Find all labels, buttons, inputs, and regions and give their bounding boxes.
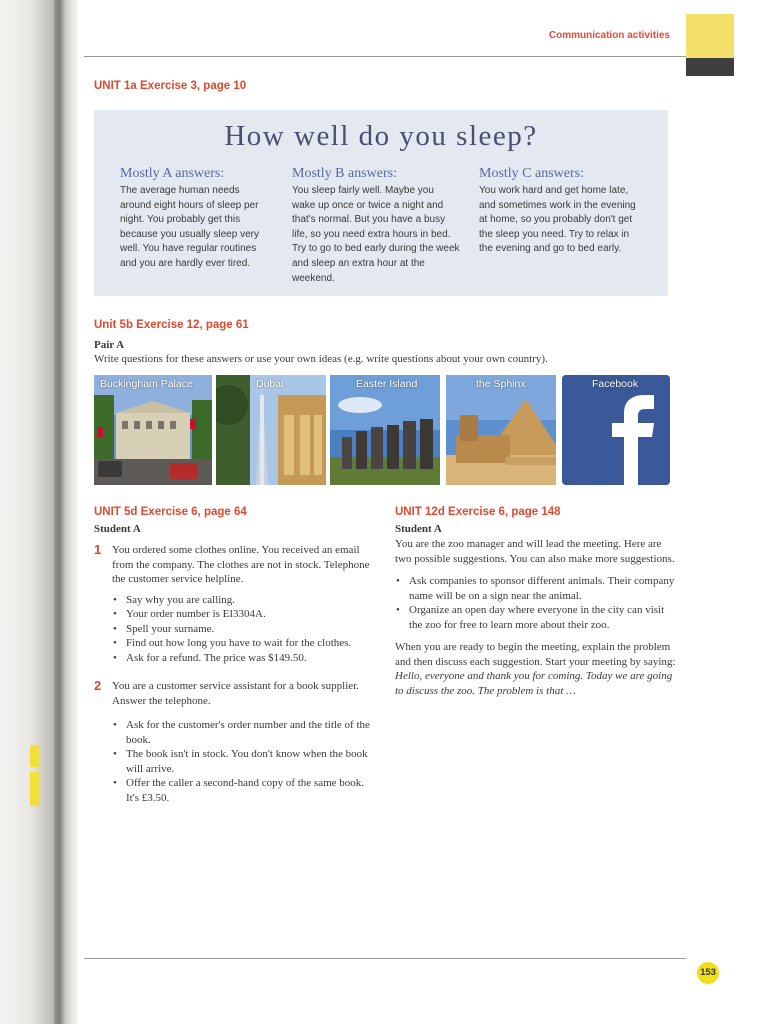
bullet-item: • Offer the caller a second-hand copy of the same book. It's £3.50. xyxy=(112,776,374,805)
closing-instruction: When you are ready to begin the meeting, explain the problem and then discuss each suggestion. Start your meeting by saying: xyxy=(395,641,676,668)
closing-text xyxy=(395,640,677,698)
facebook-logo-icon xyxy=(562,375,670,485)
sleep-quiz-box xyxy=(94,110,668,296)
quiz-title: How well do you sleep? xyxy=(224,120,538,152)
photo-caption: Buckingham Palace xyxy=(100,378,193,390)
task-number: 1 xyxy=(94,542,102,557)
bullet-item: • Say why you are calling. xyxy=(112,593,374,608)
answer-block-b xyxy=(292,166,460,286)
running-head: Communication activities xyxy=(548,30,670,41)
footer-rule xyxy=(84,958,686,959)
page-number-badge: 153 xyxy=(697,962,719,984)
bullet-item: • Ask companies to sponsor different animals. Their company name will be on a sign near the animal. xyxy=(395,574,677,603)
answer-block-a xyxy=(120,166,270,272)
answer-text: You sleep fairly well. Maybe you wake up once or twice a night and that's normal. But you have a busy life, so you need extra hours in bed. Try to go to bed early during the week and sleep an extra hour at the weekend. xyxy=(292,185,460,284)
answer-title: Mostly B answers: xyxy=(292,166,397,181)
photo-caption: Dubai xyxy=(256,378,284,390)
answer-text: You work hard and get home late, and sometimes work in the evening at home, so you probably don't get the sleep you need. Try to relax in the evening and go to bed early. xyxy=(479,185,636,255)
book-spine-shadow xyxy=(0,0,78,1024)
unit5d-column xyxy=(94,506,374,805)
answer-title: Mostly A answers: xyxy=(120,166,225,181)
photo-easter-island xyxy=(330,375,440,485)
student-label: Student A xyxy=(395,523,442,535)
book-spine-gutter xyxy=(54,0,64,1024)
bullet-item: • The book isn't in stock. You don't know when the book will arrive. xyxy=(112,747,374,776)
task-text: You ordered some clothes online. You received an email from the company. The clothes are not in stock. Telephone the customer service helpline. xyxy=(112,544,370,585)
bullet-item: • Spell your surname. xyxy=(112,622,374,637)
buckingham-palace-image xyxy=(94,375,212,485)
photo-dubai xyxy=(216,375,326,485)
instruction-text: Write questions for these answers or use your own ideas (e.g. write questions about your own country). xyxy=(94,353,548,365)
bullet-item: • Ask for the customer's order number and the title of the book. xyxy=(112,718,374,747)
easter-island-image xyxy=(330,375,440,485)
student-label: Student A xyxy=(94,523,141,535)
dubai-image xyxy=(216,375,326,485)
corner-color-block xyxy=(686,14,734,58)
task-text: You are a customer service assistant for a book supplier. Answer the telephone. xyxy=(112,680,359,707)
task-number: 2 xyxy=(94,678,102,693)
closing-quote: Hello, everyone and thank you for coming. Today we are going to discuss the zoo. The problem is that … xyxy=(395,670,673,697)
photo-facebook xyxy=(562,375,670,485)
bullet-item: • Ask for a refund. The price was $149.50. xyxy=(112,651,374,666)
answer-title: Mostly C answers: xyxy=(479,166,584,181)
photo-caption: Easter Island xyxy=(356,378,418,390)
answer-text: The average human needs around eight hours of sleep per night. You probably get this because you usually sleep very well. You have regular routines and you are hardly ever tired. xyxy=(120,185,259,269)
sphinx-image xyxy=(446,375,556,485)
intro-text: You are the zoo manager and will lead the meeting. Here are two possible suggestions. You can also make more suggestions. xyxy=(395,538,675,565)
corner-dark-block xyxy=(686,58,734,76)
spine-tab-marker xyxy=(30,772,40,806)
unit5b-heading: Unit 5b Exercise 12, page 61 xyxy=(94,319,249,331)
photo-caption: the Sphinx xyxy=(476,378,526,390)
photo-buckingham-palace xyxy=(94,375,212,485)
header-rule xyxy=(84,56,686,57)
bullet-item: • Organize an open day where everyone in the city can visit the zoo for free to learn more about their zoo. xyxy=(395,603,677,632)
photo-caption: Facebook xyxy=(592,378,639,390)
unit1a-heading: UNIT 1a Exercise 3, page 10 xyxy=(94,80,247,92)
photo-sphinx xyxy=(446,375,556,485)
task-bullets xyxy=(112,718,374,805)
spine-tab-marker xyxy=(30,745,40,767)
unit5d-heading: UNIT 5d Exercise 6, page 64 xyxy=(94,506,247,518)
answer-block-c xyxy=(479,166,639,257)
unit12d-heading: UNIT 12d Exercise 6, page 148 xyxy=(395,506,561,518)
task-bullets xyxy=(112,593,374,666)
suggestion-bullets xyxy=(395,574,677,632)
task-item-1 xyxy=(94,543,374,665)
pair-label: Pair A xyxy=(94,339,125,351)
bullet-item: • Find out how long you have to wait for the clothes. xyxy=(112,636,374,651)
unit12d-column xyxy=(395,506,677,698)
task-item-2 xyxy=(94,679,374,805)
bullet-item: • Your order number is EI3304A. xyxy=(112,607,374,622)
